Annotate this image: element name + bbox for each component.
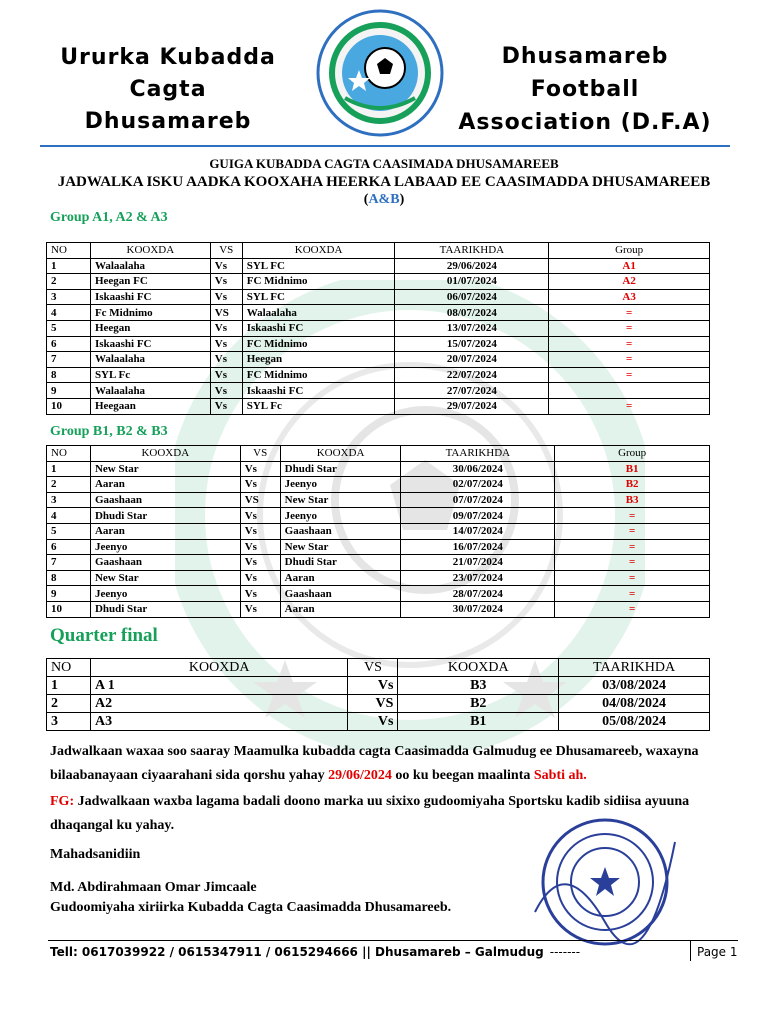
header-group: Group [555, 446, 710, 462]
cell-date: 23/07/2024 [401, 570, 555, 586]
cell-no: 3 [47, 289, 91, 305]
header-group: Group [549, 243, 710, 259]
cell-date: 22/07/2024 [395, 367, 549, 383]
header-no: NO [47, 659, 91, 677]
cell-group: A3 [549, 289, 710, 305]
start-day: Sabti ah. [533, 768, 587, 783]
cell-team-away: Aaran [280, 570, 401, 586]
cell-team-home: Aaran [90, 523, 240, 539]
cell-team-away: B1 [398, 713, 559, 731]
cell-date: 20/07/2024 [395, 352, 549, 368]
cell-team-home: New Star [90, 461, 240, 477]
cell-no: 9 [47, 586, 91, 602]
cell-group: = [549, 352, 710, 368]
cell-no: 8 [47, 570, 91, 586]
cell-group: A2 [549, 274, 710, 290]
footer-divider [48, 940, 738, 941]
cell-date: 01/07/2024 [395, 274, 549, 290]
cell-team-home: Walaalaha [90, 258, 210, 274]
table-row [47, 601, 710, 617]
cell-no: 6 [47, 539, 91, 555]
table-row [47, 398, 710, 414]
cell-team-home: Walaalaha [90, 383, 210, 399]
quarter-final-title: Quarter final [50, 625, 158, 646]
cell-date: 05/08/2024 [559, 713, 710, 731]
cell-date: 08/07/2024 [395, 305, 549, 321]
footer-dashes: ------- [549, 945, 581, 959]
cell-no: 10 [47, 601, 91, 617]
cell-date: 14/07/2024 [401, 523, 555, 539]
quarter-final-table [46, 658, 710, 731]
table-row [47, 695, 710, 713]
cell-date: 13/07/2024 [395, 320, 549, 336]
cell-team-home: Dhudi Star [90, 508, 240, 524]
cell-date: 27/07/2024 [395, 383, 549, 399]
table-row [47, 677, 710, 695]
table-row [47, 570, 710, 586]
org-name-english-line1: Dhusamareb Football [501, 44, 669, 102]
cell-no: 10 [47, 398, 91, 414]
cell-team-home: New Star [90, 570, 240, 586]
footer-contact [50, 945, 580, 959]
cell-team-away: Aaran [280, 601, 401, 617]
table-row [47, 477, 710, 493]
table-row [47, 352, 710, 368]
cell-date: 07/07/2024 [401, 492, 555, 508]
org-name-english [450, 40, 720, 139]
cell-group: = [555, 508, 710, 524]
cell-group [549, 383, 710, 399]
header-team-home: KOOXDA [90, 446, 240, 462]
group-a-table [46, 242, 710, 415]
cell-no: 8 [47, 367, 91, 383]
table-row [47, 555, 710, 571]
cell-team-home: Gaashaan [90, 555, 240, 571]
org-name-english-line2: Association (D.F.A) [458, 110, 712, 135]
title-paren-close: ) [399, 192, 405, 207]
cell-team-away: SYL FC [242, 258, 395, 274]
cell-team-away: Dhudi Star [280, 461, 401, 477]
cell-team-home: SYL Fc [90, 367, 210, 383]
notice-text-2: oo ku beegan maalinta [391, 768, 534, 783]
cell-team-away: Gaashaan [280, 586, 401, 602]
cell-team-away: Heegan [242, 352, 395, 368]
cell-team-home: Iskaashi FC [90, 289, 210, 305]
cell-team-home: Aaran [90, 477, 240, 493]
letterhead [0, 0, 768, 150]
document-title-2: JADWALKA ISKU AADKA KOOXAHA HEERKA LABAAD EE CAASIMADDA DHUSAMAREEB [57, 174, 711, 190]
cell-group: = [555, 601, 710, 617]
table-row [47, 539, 710, 555]
cell-date: 02/07/2024 [401, 477, 555, 493]
cell-vs: Vs [210, 383, 242, 399]
cell-vs: Vs [240, 477, 280, 493]
cell-date: 21/07/2024 [401, 555, 555, 571]
header-team-away: KOOXDA [242, 243, 395, 259]
cell-vs: Vs [210, 398, 242, 414]
cell-group: = [555, 539, 710, 555]
start-date: 29/06/2024 [328, 768, 392, 783]
table-header-row [47, 446, 710, 462]
groups-label: A&B [368, 192, 400, 207]
document-title-3 [0, 192, 768, 208]
cell-team-home: Walaalaha [90, 352, 210, 368]
cell-team-away: B3 [398, 677, 559, 695]
cell-vs: Vs [210, 274, 242, 290]
cell-group: B3 [555, 492, 710, 508]
org-name-somali-line2: Dhusamareb [84, 109, 252, 134]
signer-name: Md. Abdirahmaan Omar Jimcaale [50, 880, 257, 895]
table-row [47, 713, 710, 731]
cell-vs: Vs [240, 523, 280, 539]
cell-vs: Vs [240, 601, 280, 617]
official-stamp-icon [525, 812, 685, 952]
table-row [47, 305, 710, 321]
cell-team-away: Jeenyo [280, 477, 401, 493]
cell-group: = [549, 398, 710, 414]
cell-team-away: FC Midnimo [242, 367, 395, 383]
cell-no: 3 [47, 713, 91, 731]
cell-vs: Vs [240, 586, 280, 602]
group-b-table [46, 445, 710, 618]
header-vs: VS [348, 659, 398, 677]
footer-page-separator [690, 941, 691, 961]
cell-team-home: Iskaashi FC [90, 336, 210, 352]
cell-team-home: A3 [90, 713, 348, 731]
cell-date: 29/06/2024 [395, 258, 549, 274]
cell-date: 03/08/2024 [559, 677, 710, 695]
cell-vs: VS [210, 305, 242, 321]
cell-group: = [549, 336, 710, 352]
title-paren-open: ( [363, 192, 369, 207]
cell-group: A1 [549, 258, 710, 274]
cell-no: 4 [47, 305, 91, 321]
table-row [47, 383, 710, 399]
cell-date: 30/07/2024 [401, 601, 555, 617]
table-row [47, 508, 710, 524]
cell-no: 5 [47, 320, 91, 336]
header-date: TAARIKHDA [559, 659, 710, 677]
cell-team-home: A2 [90, 695, 348, 713]
header-team-home: KOOXDA [90, 659, 348, 677]
header-no: NO [47, 446, 91, 462]
cell-no: 1 [47, 677, 91, 695]
org-name-somali-line1: Ururka Kubadda Cagta [60, 45, 276, 102]
cell-date: 30/06/2024 [401, 461, 555, 477]
cell-vs: Vs [348, 677, 398, 695]
cell-team-away: SYL Fc [242, 398, 395, 414]
cell-vs: Vs [240, 555, 280, 571]
table-row [47, 461, 710, 477]
cell-vs: Vs [210, 336, 242, 352]
header-divider [40, 145, 730, 147]
cell-no: 1 [47, 258, 91, 274]
header-team-home: KOOXDA [90, 243, 210, 259]
thanks-text: Mahadsanidiin [50, 847, 141, 862]
dfa-logo-icon [315, 8, 445, 138]
cell-date: 09/07/2024 [401, 508, 555, 524]
notice-text: Jadwalkaan waxaa soo saaray Maamulka kubadda cagta Caasimadda Galmudug ee Dhusamareeb, waxayna bilaabanayaan ciyaarahani sida qorshu yahay [50, 744, 699, 783]
table-row [47, 320, 710, 336]
cell-team-away: Iskaashi FC [242, 383, 395, 399]
table-row [47, 289, 710, 305]
cell-vs: Vs [210, 320, 242, 336]
group-b-title: Group B1, B2 & B3 [50, 424, 168, 439]
fg-text: Jadwalkaan waxba lagama badali doono marka uu sixixo gudoomiyaha Sportsku kadib sidiisa ayuuna dhaqangal ku yahay. [50, 794, 690, 833]
cell-date: 06/07/2024 [395, 289, 549, 305]
cell-vs: Vs [240, 570, 280, 586]
cell-team-away: New Star [280, 539, 401, 555]
table-row [47, 336, 710, 352]
cell-group: = [555, 555, 710, 571]
cell-vs: Vs [240, 508, 280, 524]
cell-team-away: Dhudi Star [280, 555, 401, 571]
table-row [47, 586, 710, 602]
cell-group: = [555, 523, 710, 539]
cell-no: 6 [47, 336, 91, 352]
page-number: Page 1 [697, 945, 738, 959]
cell-team-home: Heegaan [90, 398, 210, 414]
cell-team-away: FC Midnimo [242, 274, 395, 290]
fg-label: FG: [50, 794, 75, 809]
cell-group: = [555, 586, 710, 602]
header-vs: VS [210, 243, 242, 259]
header-vs: VS [240, 446, 280, 462]
cell-date: 04/08/2024 [559, 695, 710, 713]
cell-team-away: Iskaashi FC [242, 320, 395, 336]
group-a-title: Group A1, A2 & A3 [50, 210, 168, 225]
cell-group: = [549, 367, 710, 383]
cell-team-away: Gaashaan [280, 523, 401, 539]
cell-no: 3 [47, 492, 91, 508]
cell-team-home: Heegan [90, 320, 210, 336]
cell-vs: Vs [240, 539, 280, 555]
cell-no: 7 [47, 352, 91, 368]
table-header-row [47, 243, 710, 259]
cell-no: 9 [47, 383, 91, 399]
table-row [47, 492, 710, 508]
cell-team-home: Gaashaan [90, 492, 240, 508]
cell-date: 29/07/2024 [395, 398, 549, 414]
org-name-somali [28, 42, 308, 138]
cell-no: 2 [47, 477, 91, 493]
cell-group: B2 [555, 477, 710, 493]
cell-team-away: SYL FC [242, 289, 395, 305]
cell-team-away: New Star [280, 492, 401, 508]
header-no: NO [47, 243, 91, 259]
cell-vs: Vs [210, 289, 242, 305]
cell-team-home: Jeenyo [90, 586, 240, 602]
cell-date: 15/07/2024 [395, 336, 549, 352]
cell-no: 7 [47, 555, 91, 571]
cell-team-home: Dhudi Star [90, 601, 240, 617]
table-row [47, 523, 710, 539]
cell-team-away: Walaalaha [242, 305, 395, 321]
cell-team-home: Jeenyo [90, 539, 240, 555]
cell-group: B1 [555, 461, 710, 477]
header-team-away: KOOXDA [280, 446, 401, 462]
cell-team-away: Jeenyo [280, 508, 401, 524]
cell-no: 5 [47, 523, 91, 539]
cell-no: 2 [47, 274, 91, 290]
table-row [47, 258, 710, 274]
cell-team-home: A 1 [90, 677, 348, 695]
header-date: TAARIKHDA [401, 446, 555, 462]
cell-team-home: Fc Midnimo [90, 305, 210, 321]
footer-contact-text: Tell: 0617039922 / 0615347911 / 0615294666 || Dhusamareb – Galmudug [50, 945, 544, 959]
cell-no: 2 [47, 695, 91, 713]
cell-vs: VS [240, 492, 280, 508]
table-header-row [47, 659, 710, 677]
cell-team-away: B2 [398, 695, 559, 713]
cell-vs: Vs [210, 258, 242, 274]
cell-vs: Vs [240, 461, 280, 477]
cell-no: 1 [47, 461, 91, 477]
header-team-away: KOOXDA [398, 659, 559, 677]
cell-group: = [555, 570, 710, 586]
notice-paragraph [50, 740, 730, 788]
table-row [47, 274, 710, 290]
cell-vs: Vs [210, 367, 242, 383]
cell-no: 4 [47, 508, 91, 524]
table-row [47, 367, 710, 383]
cell-team-away: FC Midnimo [242, 336, 395, 352]
cell-vs: VS [348, 695, 398, 713]
cell-date: 28/07/2024 [401, 586, 555, 602]
signer-title: Gudoomiyaha xiriirka Kubadda Cagta Caasimadda Dhusamareeb. [50, 900, 452, 915]
document-title-1: GUIGA KUBADDA CAGTA CAASIMADA DHUSAMAREEB [209, 156, 559, 171]
cell-group: = [549, 305, 710, 321]
cell-date: 16/07/2024 [401, 539, 555, 555]
cell-team-home: Heegan FC [90, 274, 210, 290]
cell-vs: Vs [348, 713, 398, 731]
cell-vs: Vs [210, 352, 242, 368]
cell-group: = [549, 320, 710, 336]
header-date: TAARIKHDA [395, 243, 549, 259]
